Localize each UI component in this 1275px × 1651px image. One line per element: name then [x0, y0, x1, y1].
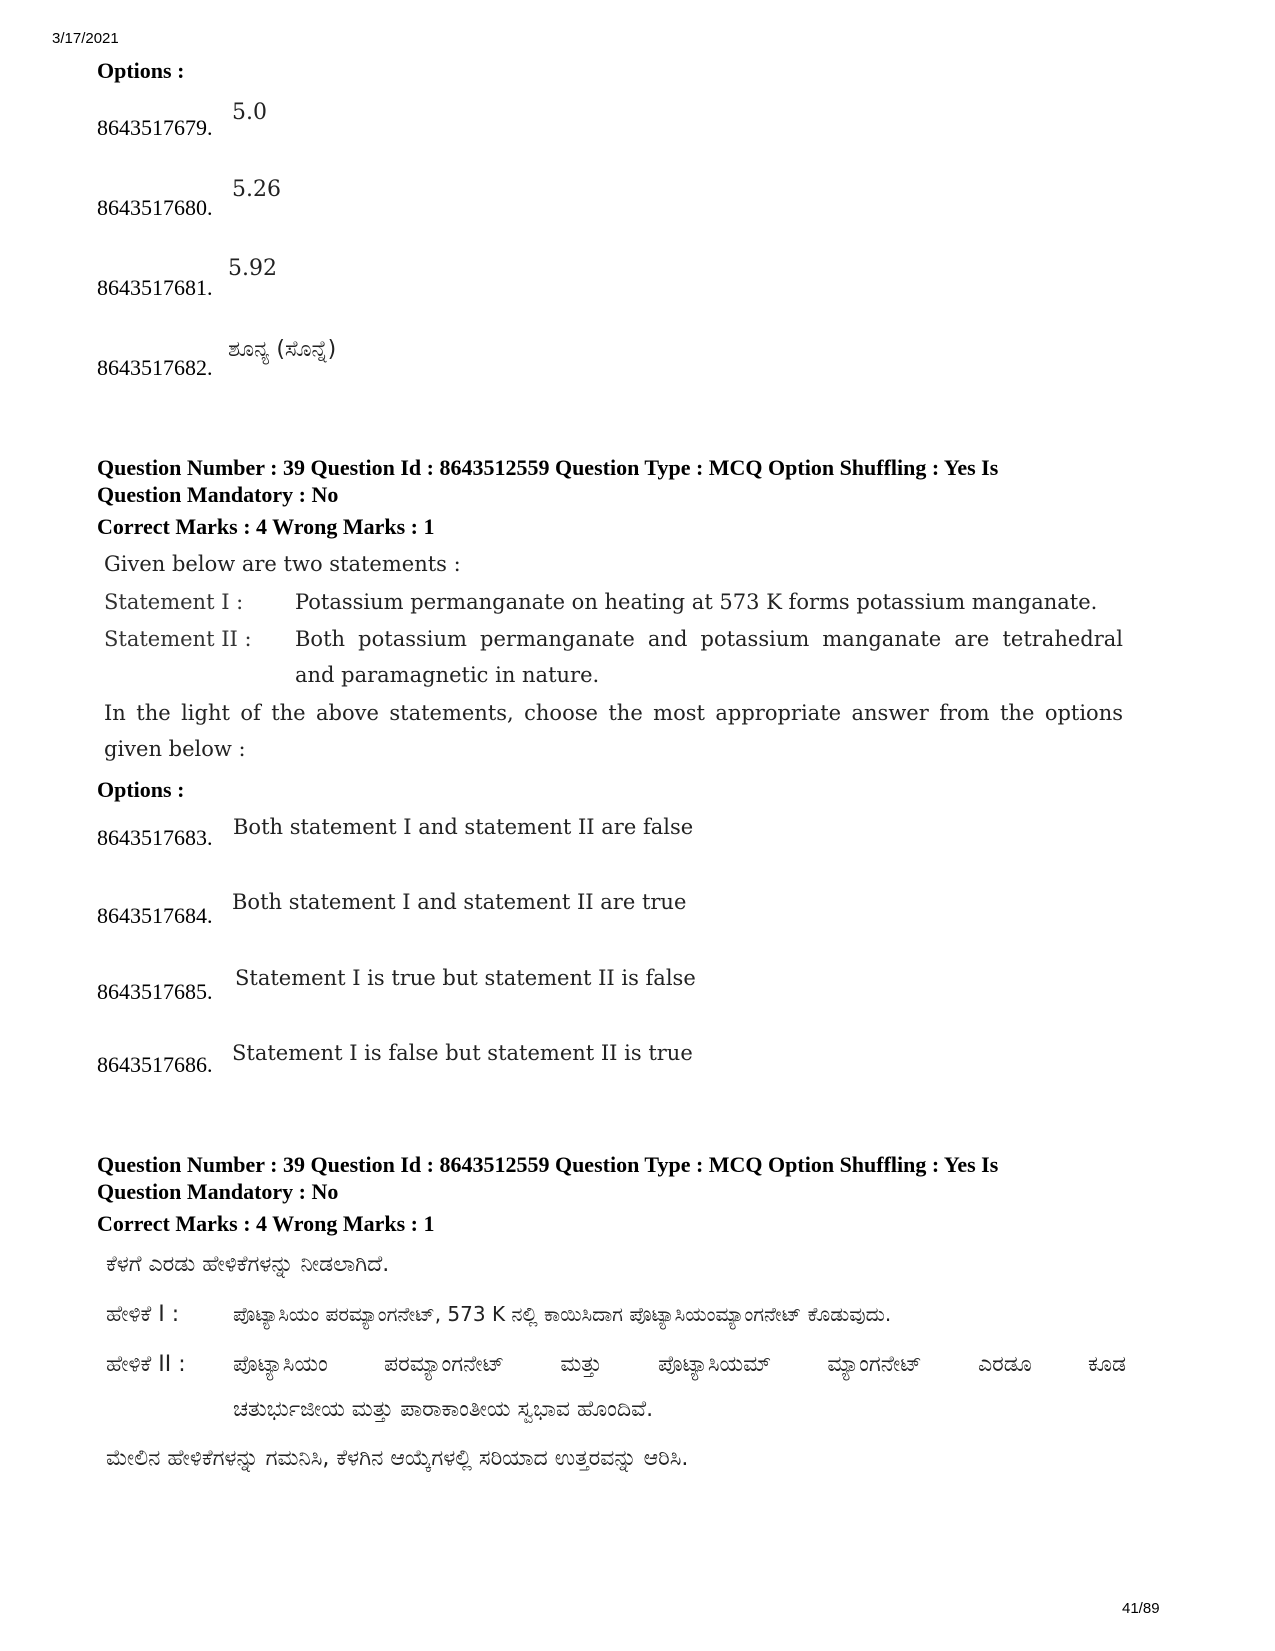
option-text: 5.26 [232, 177, 281, 202]
statement-1-label: Statement I : [104, 590, 244, 614]
option-text: ಶೂನ್ಯ (ಸೊನ್ನೆ) [228, 337, 337, 362]
option-id: 8643517683. [97, 825, 213, 850]
option-id: 8643517686. [97, 1052, 213, 1077]
question-intro: Given below are two statements : [104, 552, 461, 576]
question-intro: ಕೆಳಗೆ ಎರಡು ಹೇಳಿಕೆಗಳನ್ನು ನೀಡಲಾಗಿದೆ. [106, 1252, 390, 1277]
question-meta: Question Mandatory : No [97, 482, 339, 507]
print-date: 3/17/2021 [52, 30, 119, 47]
question-instruction: ಮೇಲಿನ ಹೇಳಿಕೆಗಳನ್ನು ಗಮನಿಸಿ, ಕೆಳಗಿನ ಆಯ್ಕೆಗಳಲ್ಲಿ ಸರಿಯಾದ ಉತ್ತರವನ್ನು ಆರಿಸಿ. [106, 1446, 689, 1471]
statement-2-label: ಹೇಳಿಕೆ II : [106, 1352, 186, 1377]
statement-1-text: ಪೊಟ್ಯಾಸಿಯಂ ಪರಮ್ಯಾಂಗನೇಟ್, 573 K ನಲ್ಲಿ ಕಾಯಿಸಿದಾಗ ಪೊಟ್ಯಾಸಿಯಂಮ್ಯಾಂಗನೇಟ್ ಕೊಡುವುದು. [233, 1302, 892, 1326]
statement-2-text: and paramagnetic in nature. [295, 663, 600, 687]
question-marks: Correct Marks : 4 Wrong Marks : 1 [97, 1211, 435, 1236]
question-meta: Question Mandatory : No [97, 1179, 339, 1204]
option-text: 5.92 [228, 256, 277, 281]
question-marks: Correct Marks : 4 Wrong Marks : 1 [97, 514, 435, 539]
option-text: 5.0 [232, 100, 267, 125]
question-instruction: In the light of the above statements, choose the most appropriate answer from the options [104, 701, 1123, 725]
option-id: 8643517681. [97, 275, 213, 300]
options-label: Options : [97, 58, 185, 83]
statement-2-text: ಚತುರ್ಭುಜೀಯ ಮತ್ತು ಪಾರಾಕಾಂತೀಯ ಸ್ವಭಾವ ಹೊಂದಿವೆ. [233, 1397, 654, 1422]
option-id: 8643517685. [97, 979, 213, 1004]
option-text: Both statement I and statement II are false [233, 815, 694, 839]
statement-2-label: Statement II : [104, 627, 252, 651]
option-id: 8643517679. [97, 115, 213, 140]
option-text: Statement I is true but statement II is false [235, 966, 696, 990]
question-meta: Question Number : 39 Question Id : 8643512559 Question Type : MCQ Option Shuffling : Yes Is [97, 1152, 999, 1177]
question-instruction: given below : [104, 737, 246, 761]
page-number: 41/89 [1122, 1600, 1160, 1617]
question-meta: Question Number : 39 Question Id : 8643512559 Question Type : MCQ Option Shuffling : Yes Is [97, 455, 999, 480]
options-label: Options : [97, 777, 185, 802]
option-id: 8643517684. [97, 903, 213, 928]
statement-1-label: ಹೇಳಿಕೆ I : [106, 1302, 180, 1327]
option-text: Both statement I and statement II are true [232, 890, 687, 914]
option-id: 8643517682. [97, 355, 213, 380]
statement-1-text: Potassium permanganate on heating at 573 K forms potassium manganate. [295, 590, 1098, 614]
option-id: 8643517680. [97, 195, 213, 220]
statement-2-text: ಪೊಟ್ಯಾಸಿಯಂ ಪರಮ್ಯಾಂಗನೇಟ್ ಮತ್ತು ಪೊಟ್ಯಾಸಿಯಮ್ ಮ್ಯಾಂಗನೇಟ್ ಎರಡೂ ಕೂಡ [233, 1352, 1126, 1377]
statement-2-text: Both potassium permanganate and potassium manganate are tetrahedral [295, 627, 1123, 651]
option-text: Statement I is false but statement II is true [232, 1041, 693, 1065]
